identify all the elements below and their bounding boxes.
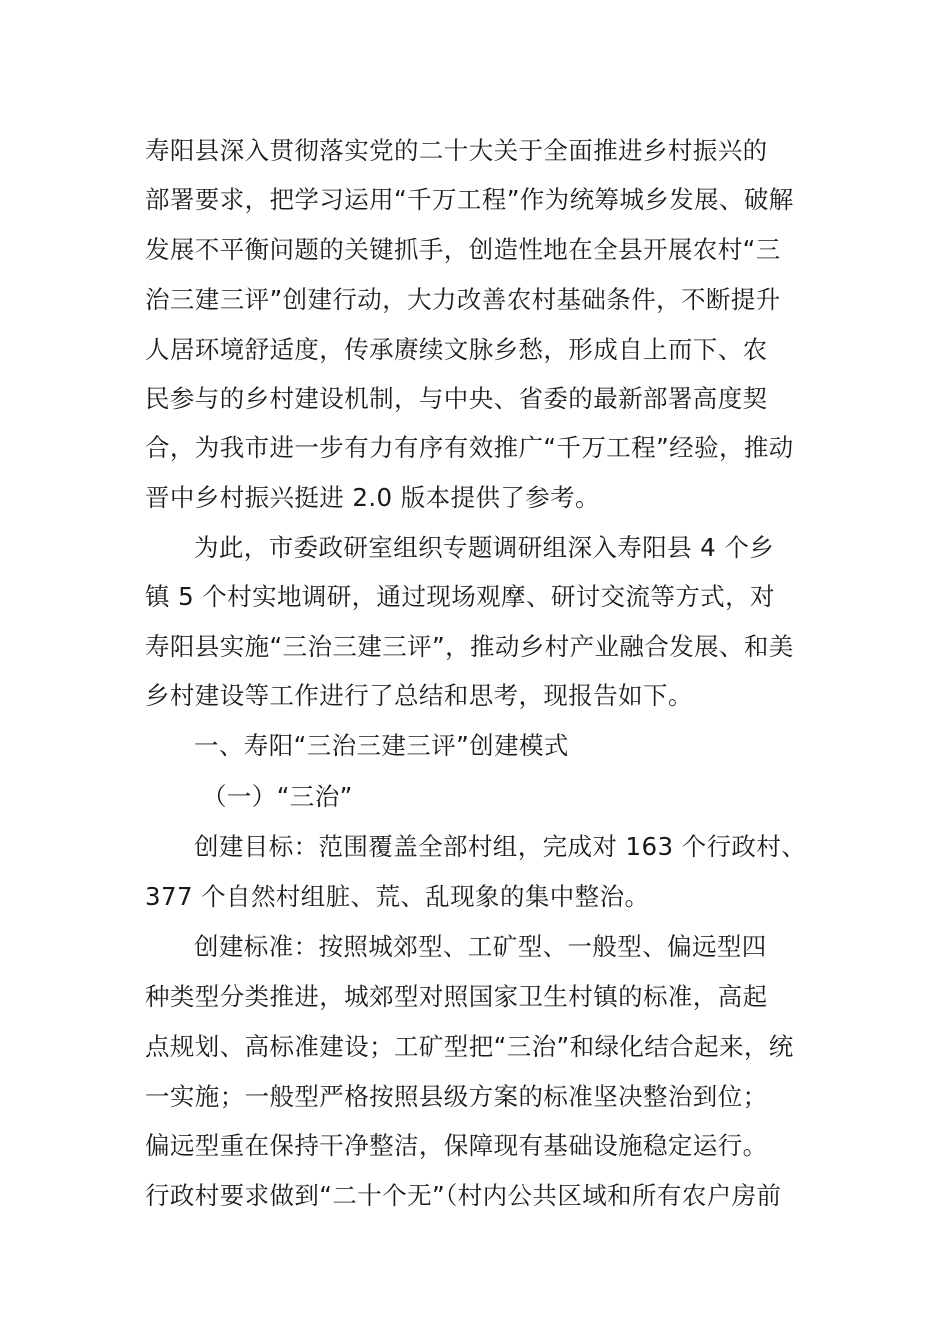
paragraph-1-line-3: 发展不平衡问题的关键抓手，创造性地在全县开展农村“三 [145, 235, 781, 264]
paragraph-4-line-2: 种类型分类推进，城郊型对照国家卫生村镇的标准，高起 [145, 982, 768, 1011]
paragraph-4-line-1: 创建标准：按照城郊型、工矿型、一般型、偏远型四 [194, 932, 767, 961]
paragraph-1-line-5: 人居环境舒适度，传承赓续文脉乡愁，形成自上而下、农 [145, 335, 768, 364]
subsection-heading: （一）“三治” [202, 782, 353, 811]
paragraph-1-line-1: 寿阳县深入贯彻落实党的二十大关于全面推进乡村振兴的 [145, 136, 768, 165]
section-heading: 一、寿阳“三治三建三评”创建模式 [194, 731, 569, 760]
paragraph-3-line-1: 创建目标：范围覆盖全部村组，完成对 163 个行政村、 [194, 832, 807, 861]
paragraph-1-line-6: 民参与的乡村建设机制，与中央、省委的最新部署高度契 [145, 384, 768, 413]
paragraph-2-line-1: 为此，市委政研室组织专题调研组深入寿阳县 4 个乡 [194, 533, 775, 562]
paragraph-2-line-3: 寿阳县实施“三治三建三评”，推动乡村产业融合发展、和美 [145, 632, 794, 661]
paragraph-4-line-4: 一实施；一般型严格按照县级方案的标准坚决整治到位； [145, 1082, 768, 1111]
paragraph-4-line-5: 偏远型重在保持干净整洁，保障现有基础设施稳定运行。 [145, 1131, 768, 1160]
paragraph-2-line-4: 乡村建设等工作进行了总结和思考，现报告如下。 [145, 681, 693, 710]
paragraph-1-line-4: 治三建三评”创建行动，大力改善农村基础条件，不断提升 [145, 285, 781, 314]
paragraph-3-line-2: 377 个自然村组脏、荒、乱现象的集中整治。 [145, 882, 650, 911]
paragraph-4-line-3: 点规划、高标准建设；工矿型把“三治”和绿化结合起来，统 [145, 1032, 794, 1061]
paragraph-1-line-7: 合，为我市进一步有力有序有效推广“千万工程”经验，推动 [145, 433, 794, 462]
paragraph-4-line-6: 行政村要求做到“二十个无”（村内公共区域和所有农户房前 [145, 1181, 782, 1210]
paragraph-2-line-2: 镇 5 个村实地调研，通过现场观摩、研讨交流等方式，对 [145, 582, 775, 611]
paragraph-1-line-8: 晋中乡村振兴挺进 2.0 版本提供了参考。 [145, 483, 600, 512]
paragraph-1-line-2: 部署要求，把学习运用“千万工程”作为统筹城乡发展、破解 [145, 185, 794, 214]
